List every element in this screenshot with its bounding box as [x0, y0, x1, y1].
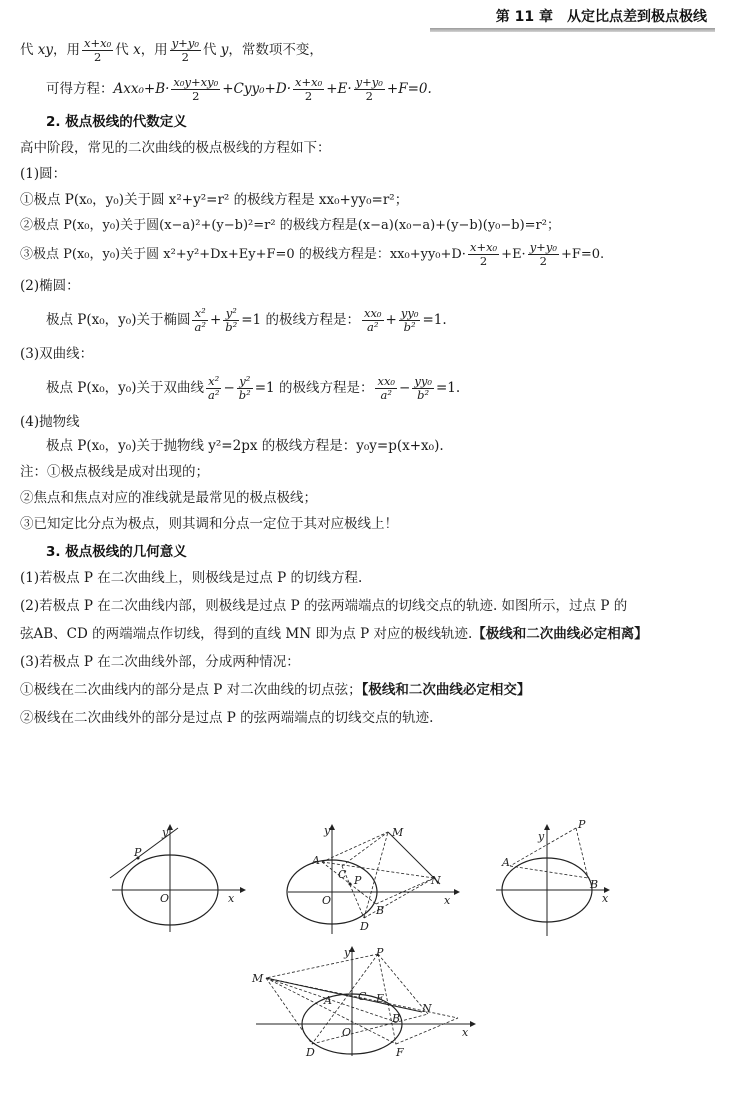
- denominator: 2: [365, 89, 373, 103]
- fraction: [354, 76, 385, 103]
- paragraph: (3)若极点 P 在二次曲线外部，分成两种情况：: [20, 654, 300, 670]
- label-a: A: [502, 856, 510, 869]
- text: 弦AB、CD 的两端端点作切线，得到的直线 MN 即为点 P 对应的极线轨迹.: [20, 626, 473, 642]
- text: +E·: [501, 247, 526, 262]
- label-p: P: [354, 874, 362, 887]
- intro-line: [20, 36, 720, 64]
- label-x: x: [444, 894, 451, 907]
- denominator: a²: [380, 388, 392, 402]
- paragraph: (2)若极点 P 在二次曲线内部，则极线是过点 P 的弦两端端点的切线交点的轨迹. 如图所示，过点 P 的: [20, 598, 628, 614]
- paragraph: 注：①极点极线是成对出现的；: [20, 464, 209, 480]
- label-y: y: [324, 824, 331, 837]
- var: xy: [37, 42, 54, 58]
- label-o: O: [160, 892, 170, 905]
- paragraph: ③已知定比分点为极点，则其调和分点一定位于其对应极线上！: [20, 516, 398, 532]
- paragraph: ②极点 P(x₀，y₀)关于圆(x−a)²+(y−b)²=r² 的极线方程是(x−a)(x₀−a)+(y−b)(y₀−b)=r²；: [20, 218, 560, 233]
- text: ③极点 P(x₀，y₀)关于圆 x²+y²+Dx+Ey+F=0 的极线方程是：xx₀+yy₀+D·: [20, 247, 466, 262]
- label-o: O: [342, 1026, 352, 1039]
- text: ，用: [53, 42, 81, 58]
- label-a: A: [324, 994, 332, 1007]
- label-y: y: [538, 830, 545, 843]
- circle-general-line: [20, 240, 720, 270]
- page-content: [20, 36, 720, 732]
- label-d: D: [306, 1046, 315, 1059]
- figure-tangent: [108, 822, 248, 941]
- label-b: B: [590, 878, 599, 891]
- text: +: [209, 312, 222, 328]
- denominator: a²: [367, 320, 379, 334]
- figure-2-svg: [284, 822, 464, 937]
- label-y: y: [344, 946, 351, 959]
- label-p: P: [376, 946, 384, 959]
- label-f: F: [396, 1046, 404, 1059]
- paragraph: ①极点 P(x₀，y₀)关于圆 x²+y²=r² 的极线方程是 xx₀+yy₀=r²；: [20, 192, 409, 208]
- paragraph: (4)抛物线: [20, 414, 80, 430]
- label-n: N: [422, 1002, 432, 1015]
- text: =1.: [435, 380, 461, 396]
- hyperbola-line: [20, 372, 720, 404]
- text: =1 的极线方程是：: [241, 312, 360, 328]
- paragraph: (3)双曲线：: [20, 346, 94, 362]
- section-2-heading: 2. 极点极线的代数定义: [46, 114, 187, 130]
- fraction: [192, 307, 207, 334]
- text: =1 的极线方程是：: [254, 380, 374, 396]
- label-e: E: [376, 992, 385, 1005]
- numerator: xx₀: [377, 374, 396, 388]
- denominator: 2: [304, 89, 313, 103]
- text: 极点 P(x₀，y₀)关于双曲线: [46, 380, 204, 396]
- fraction: [223, 307, 239, 334]
- figure-4-svg: [250, 944, 480, 1059]
- text: ，常数项不变，: [228, 42, 323, 58]
- numerator: x²: [206, 375, 221, 389]
- numerator: y²: [237, 375, 253, 389]
- label-m: M: [392, 826, 404, 839]
- var: x: [133, 42, 141, 58]
- numerator: xx₀: [363, 306, 382, 320]
- numerator: yy₀: [400, 306, 419, 320]
- section-3-heading: 3. 极点极线的几何意义: [46, 544, 187, 560]
- label-x: x: [602, 892, 609, 905]
- label-y: y: [162, 826, 169, 839]
- label-c: C: [338, 868, 347, 881]
- numerator: yy₀: [414, 374, 432, 388]
- fraction: [82, 37, 113, 64]
- label-x: x: [228, 892, 235, 905]
- label-n: N: [431, 874, 441, 887]
- text: 代: [202, 42, 221, 58]
- paragraph: [20, 624, 720, 648]
- label-b: B: [392, 1012, 401, 1025]
- numerator: x+x₀: [469, 240, 498, 254]
- denominator: 2: [181, 50, 189, 64]
- numerator: y+y₀: [171, 36, 199, 50]
- fraction: [528, 241, 559, 268]
- label-a: A: [312, 854, 320, 867]
- var: y: [220, 42, 229, 58]
- fraction: [170, 37, 201, 64]
- numerator: y+y₀: [355, 75, 383, 89]
- header-rule: [430, 28, 715, 32]
- text: 可得方程：: [46, 81, 114, 97]
- paragraph: ②极线在二次曲线外的部分是过点 P 的弦两端端点的切线交点的轨迹.: [20, 710, 434, 726]
- denominator: b²: [225, 320, 238, 334]
- label-d: D: [360, 920, 369, 933]
- label-x: x: [462, 1026, 469, 1039]
- text: ，用: [140, 42, 168, 58]
- figure-inside: [284, 822, 464, 941]
- text: 代: [115, 42, 134, 58]
- label-p: P: [134, 846, 142, 859]
- denominator: a²: [194, 320, 206, 334]
- paragraph: [20, 680, 720, 704]
- figure-1-svg: [108, 822, 248, 937]
- numerator: y²: [223, 307, 239, 321]
- numerator: x+x₀: [294, 75, 323, 89]
- fraction: [362, 307, 384, 334]
- math: +E·: [326, 81, 352, 97]
- denominator: b²: [403, 320, 416, 334]
- chapter-header: 第 11 章 从定比点差到极点极线: [495, 9, 707, 25]
- numerator: x₀y+xy₀: [173, 75, 219, 89]
- denominator: b²: [417, 388, 430, 402]
- paragraph: (1)若极点 P 在二次曲线上，则极线是过点 P 的切线方程.: [20, 570, 363, 586]
- equation-line: [20, 74, 720, 104]
- math: +F=0.: [386, 81, 432, 97]
- denominator: 2: [93, 50, 102, 64]
- paragraph: (1)圆：: [20, 166, 67, 182]
- text: =1.: [422, 312, 447, 328]
- label-b: B: [376, 904, 385, 917]
- numerator: x²: [192, 307, 207, 321]
- text: ①极线在二次曲线内的部分是点 P 对二次曲线的切点弦；: [20, 682, 362, 698]
- denominator: a²: [207, 388, 220, 402]
- text: −: [223, 380, 235, 396]
- figure-3-svg: [492, 818, 622, 938]
- paragraph: (2)椭圆：: [20, 278, 80, 294]
- text: +F=0.: [560, 247, 605, 262]
- paragraph: 高中阶段，常见的二次曲线的极点极线的方程如下：: [20, 140, 331, 156]
- ellipse-line: [20, 304, 720, 336]
- fraction: [293, 76, 324, 103]
- figure-outside-polar: [250, 944, 480, 1063]
- bracket-note: 【极线和二次曲线必定相离】: [472, 626, 648, 642]
- text: 代: [20, 42, 38, 58]
- denominator: 2: [539, 254, 547, 268]
- figure-outside: [492, 818, 622, 942]
- text: −: [399, 380, 411, 396]
- denominator: 2: [192, 89, 200, 103]
- label-p: P: [578, 818, 586, 831]
- fraction: [206, 375, 221, 402]
- bracket-note: 【极线和二次曲线必定相交】: [361, 682, 531, 698]
- fraction: [399, 307, 421, 334]
- label-m: M: [252, 972, 264, 985]
- text: 极点 P(x₀，y₀)关于椭圆: [46, 312, 191, 328]
- math: Axx₀+B·: [113, 81, 170, 97]
- math: +Cyy₀+D·: [222, 81, 291, 97]
- numerator: y+y₀: [529, 240, 557, 254]
- fraction: [171, 76, 220, 103]
- label-o: O: [322, 894, 332, 907]
- numerator: x+x₀: [84, 36, 112, 50]
- paragraph: 极点 P(x₀，y₀)关于抛物线 y²=2px 的极线方程是：y₀y=p(x+x₀).: [46, 438, 444, 454]
- denominator: 2: [479, 254, 488, 268]
- label-c: C: [358, 990, 367, 1003]
- text: +: [385, 312, 397, 328]
- fraction: [468, 241, 499, 268]
- paragraph: ②焦点和焦点对应的准线就是最常见的极点极线；: [20, 490, 317, 506]
- fraction: [412, 375, 434, 402]
- fraction: [237, 375, 253, 402]
- denominator: b²: [238, 388, 251, 402]
- fraction: [375, 375, 397, 402]
